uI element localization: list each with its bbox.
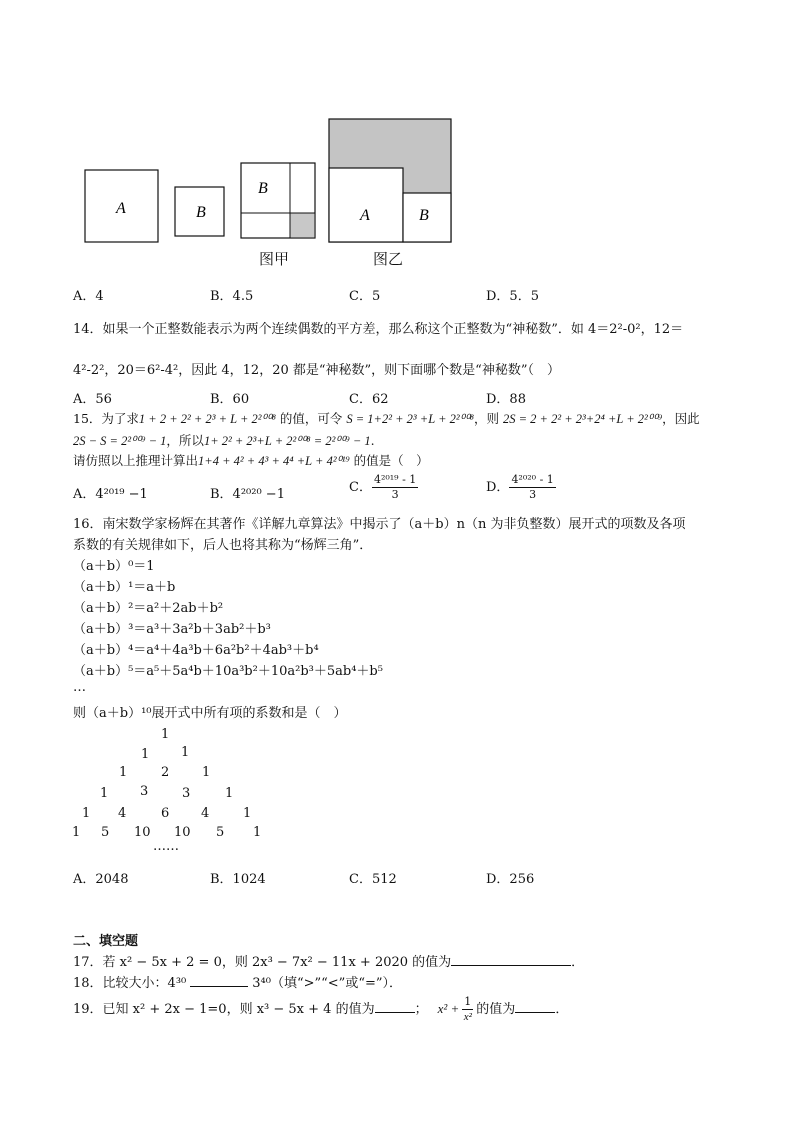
triangle-number: 1	[141, 747, 150, 762]
q19-sep: ；	[414, 1002, 428, 1017]
q15-l2b: ，所以	[166, 433, 204, 448]
q15-l3c: 的值是（ ）	[349, 453, 429, 468]
triangle-number: 1	[119, 765, 128, 780]
q16-expansion-0: （a＋b）⁰＝1	[73, 559, 155, 574]
q15-option-b[interactable]: B．4²⁰²⁰ −1	[210, 487, 285, 502]
q16-option-d[interactable]: D．256	[486, 872, 535, 887]
q13-option-b[interactable]: B．4.5	[210, 289, 254, 304]
q19-frac-num: 1	[464, 995, 472, 1008]
triangle-number: 5	[101, 825, 110, 840]
q14-option-b[interactable]: B．60	[210, 392, 250, 407]
q15-line1	[73, 409, 700, 427]
triangle-number: 6	[161, 806, 170, 821]
q15-l2c: 1+ 2² + 2³+L + 2²⁰⁰⁸ = 2²⁰⁰⁹ − 1	[203, 434, 371, 448]
q19-answer-blank-2[interactable]	[515, 1000, 555, 1013]
triangle-number: 1	[225, 786, 234, 801]
q15-line2	[73, 431, 375, 449]
q15-option-d-prefix: D．	[486, 480, 510, 495]
q15-option-d-den: 3	[529, 488, 537, 501]
q13-option-d[interactable]: D．5．5	[486, 289, 539, 304]
q13-option-c[interactable]: C．5	[349, 289, 381, 304]
q15-option-c-num: 4²⁰¹⁹ - 1	[373, 473, 417, 486]
q15-option-c-prefix: C．	[349, 480, 372, 495]
q17	[73, 951, 584, 970]
q15-l2a: 2S − S = 2²⁰⁰⁹ − 1	[73, 434, 167, 448]
figure-jia-shaded	[290, 213, 315, 238]
q15-l1d: S = 1+2² + 2³ +L + 2²⁰⁰⁸	[346, 412, 475, 426]
triangle-number: 1	[100, 786, 109, 801]
q14-option-d[interactable]: D．88	[486, 392, 526, 407]
q16-question: 则（a＋b）¹⁰展开式中所有项的系数和是（ ）	[73, 706, 347, 721]
q15-l1a: 15．为了求	[73, 411, 139, 426]
q16-line2: 系数的有关规律如下，后人也将其称为“杨辉三角”．	[73, 538, 373, 553]
q16-expansion-3: （a＋b）³＝a³＋3a²b＋3ab²＋b³	[73, 622, 271, 637]
q19-expr: x² +	[437, 1001, 460, 1016]
q14-option-a[interactable]: A．56	[73, 392, 112, 407]
q18	[73, 972, 402, 991]
q15-option-d[interactable]	[486, 473, 556, 502]
triangle-number: 1	[181, 745, 190, 760]
figure-jia-b-label: B	[258, 180, 268, 197]
q16-option-a[interactable]: A．2048	[73, 872, 129, 887]
q15-option-d-fraction	[509, 473, 555, 502]
section-heading: 二、填空题	[73, 934, 139, 949]
q19	[73, 995, 568, 1024]
q15-l1e: ，则	[474, 411, 503, 426]
triangle-number: 1	[243, 806, 252, 821]
square-a-label: A	[116, 200, 126, 217]
triangle-number: 1	[161, 727, 170, 742]
triangle-number: 1	[253, 825, 262, 840]
q15-option-c[interactable]	[349, 473, 418, 502]
triangle-number: 4	[118, 806, 127, 821]
triangle-number: 3	[140, 784, 149, 799]
triangle-number: 10	[134, 825, 151, 840]
q17-answer-blank[interactable]	[451, 953, 571, 966]
q17-end: ．	[571, 955, 585, 970]
q15-l3b: 1+4 + 4² + 4³ + 4⁴ +L + 4²⁰¹⁹	[198, 454, 350, 468]
q15-option-a[interactable]: A．4²⁰¹⁹ −1	[73, 487, 148, 502]
q19-text-d: 的值为	[476, 1002, 516, 1017]
caption-yi: 图乙	[373, 250, 404, 268]
triangle-dots: ……	[153, 839, 179, 854]
q14-option-c[interactable]: C．62	[349, 392, 389, 407]
q16-ellipsis: …	[73, 680, 86, 695]
q15-l3a: 请仿照以上推理计算出	[73, 453, 199, 468]
q19-answer-blank-1[interactable]	[375, 1000, 415, 1013]
square-b-label: B	[196, 204, 206, 221]
triangle-number: 3	[182, 786, 191, 801]
q15-l1c: 的值，可令	[275, 411, 347, 426]
q15-option-c-fraction	[372, 473, 418, 502]
q19-fraction	[462, 995, 473, 1024]
q16-expansion-2: （a＋b）²＝a²＋2ab＋b²	[73, 601, 224, 616]
q18-text: 18．比较大小：4³⁰	[73, 976, 187, 991]
triangle-number: 1	[72, 825, 81, 840]
q16-line1: 16．南宋数学家杨辉在其著作《详解九章算法》中揭示了（a＋b）n（n 为非负整数）展开式的项数及各项	[73, 517, 686, 532]
q19-end: ．	[555, 1002, 569, 1017]
q15-l2d: .	[370, 433, 375, 448]
q16-option-c[interactable]: C．512	[349, 872, 397, 887]
q14-line2: 4²-2²，20＝6²-4²，因此 4，12，20 都是“神秘数”，则下面哪个数是“神秘数”（ ）	[73, 363, 560, 378]
triangle-number: 5	[216, 825, 225, 840]
triangle-number: 1	[82, 806, 91, 821]
caption-jia: 图甲	[259, 250, 290, 268]
q16-expansion-1: （a＋b）¹＝a＋b	[73, 580, 176, 595]
q15-line3	[73, 451, 429, 469]
triangle-number: 2	[161, 765, 170, 780]
figure-yi-square-a	[329, 168, 403, 242]
q14-line1: 14．如果一个正整数能表示为两个连续偶数的平方差，那么称这个正整数为“神秘数”．如 4＝2²-0²，12＝	[73, 322, 684, 337]
q18-text-b: 3⁴⁰（填“>”“<”或“=”）．	[252, 976, 402, 991]
q13-option-a[interactable]: A．4	[73, 289, 104, 304]
q15-l1g: ，因此	[662, 411, 700, 426]
q15-l1f: 2S = 2 + 2² + 2³+2⁴ +L + 2²⁰⁰⁹	[503, 412, 663, 426]
figure-yi-b-label: B	[419, 207, 429, 224]
q16-option-b[interactable]: B．1024	[210, 872, 266, 887]
q17-text: 17．若 x² − 5x + 2 = 0，则 2x³ − 7x² − 11x + 2020 的值为	[73, 955, 452, 970]
geometry-figure	[0, 0, 794, 280]
q18-answer-blank[interactable]	[190, 974, 248, 987]
q16-expansion-5: （a＋b）⁵＝a⁵＋5a⁴b＋10a³b²＋10a²b³＋5ab⁴＋b⁵	[73, 664, 383, 679]
q19-frac-den: x²	[463, 1011, 472, 1023]
q15-option-c-den: 3	[391, 488, 399, 501]
q15-l1b: 1 + 2 + 2² + 2³ + L + 2²⁰⁰⁸	[138, 412, 276, 426]
figure-yi-a-label: A	[360, 207, 370, 224]
q19-text: 19．已知 x² + 2x − 1=0，则 x³ − 5x + 4 的值为	[73, 1002, 375, 1017]
q16-expansion-4: （a＋b）⁴＝a⁴＋4a³b＋6a²b²＋4ab³＋b⁴	[73, 643, 319, 658]
triangle-number: 10	[174, 825, 191, 840]
triangle-number: 1	[202, 765, 211, 780]
q15-option-d-num: 4²⁰²⁰ - 1	[511, 473, 554, 486]
triangle-number: 4	[201, 806, 210, 821]
